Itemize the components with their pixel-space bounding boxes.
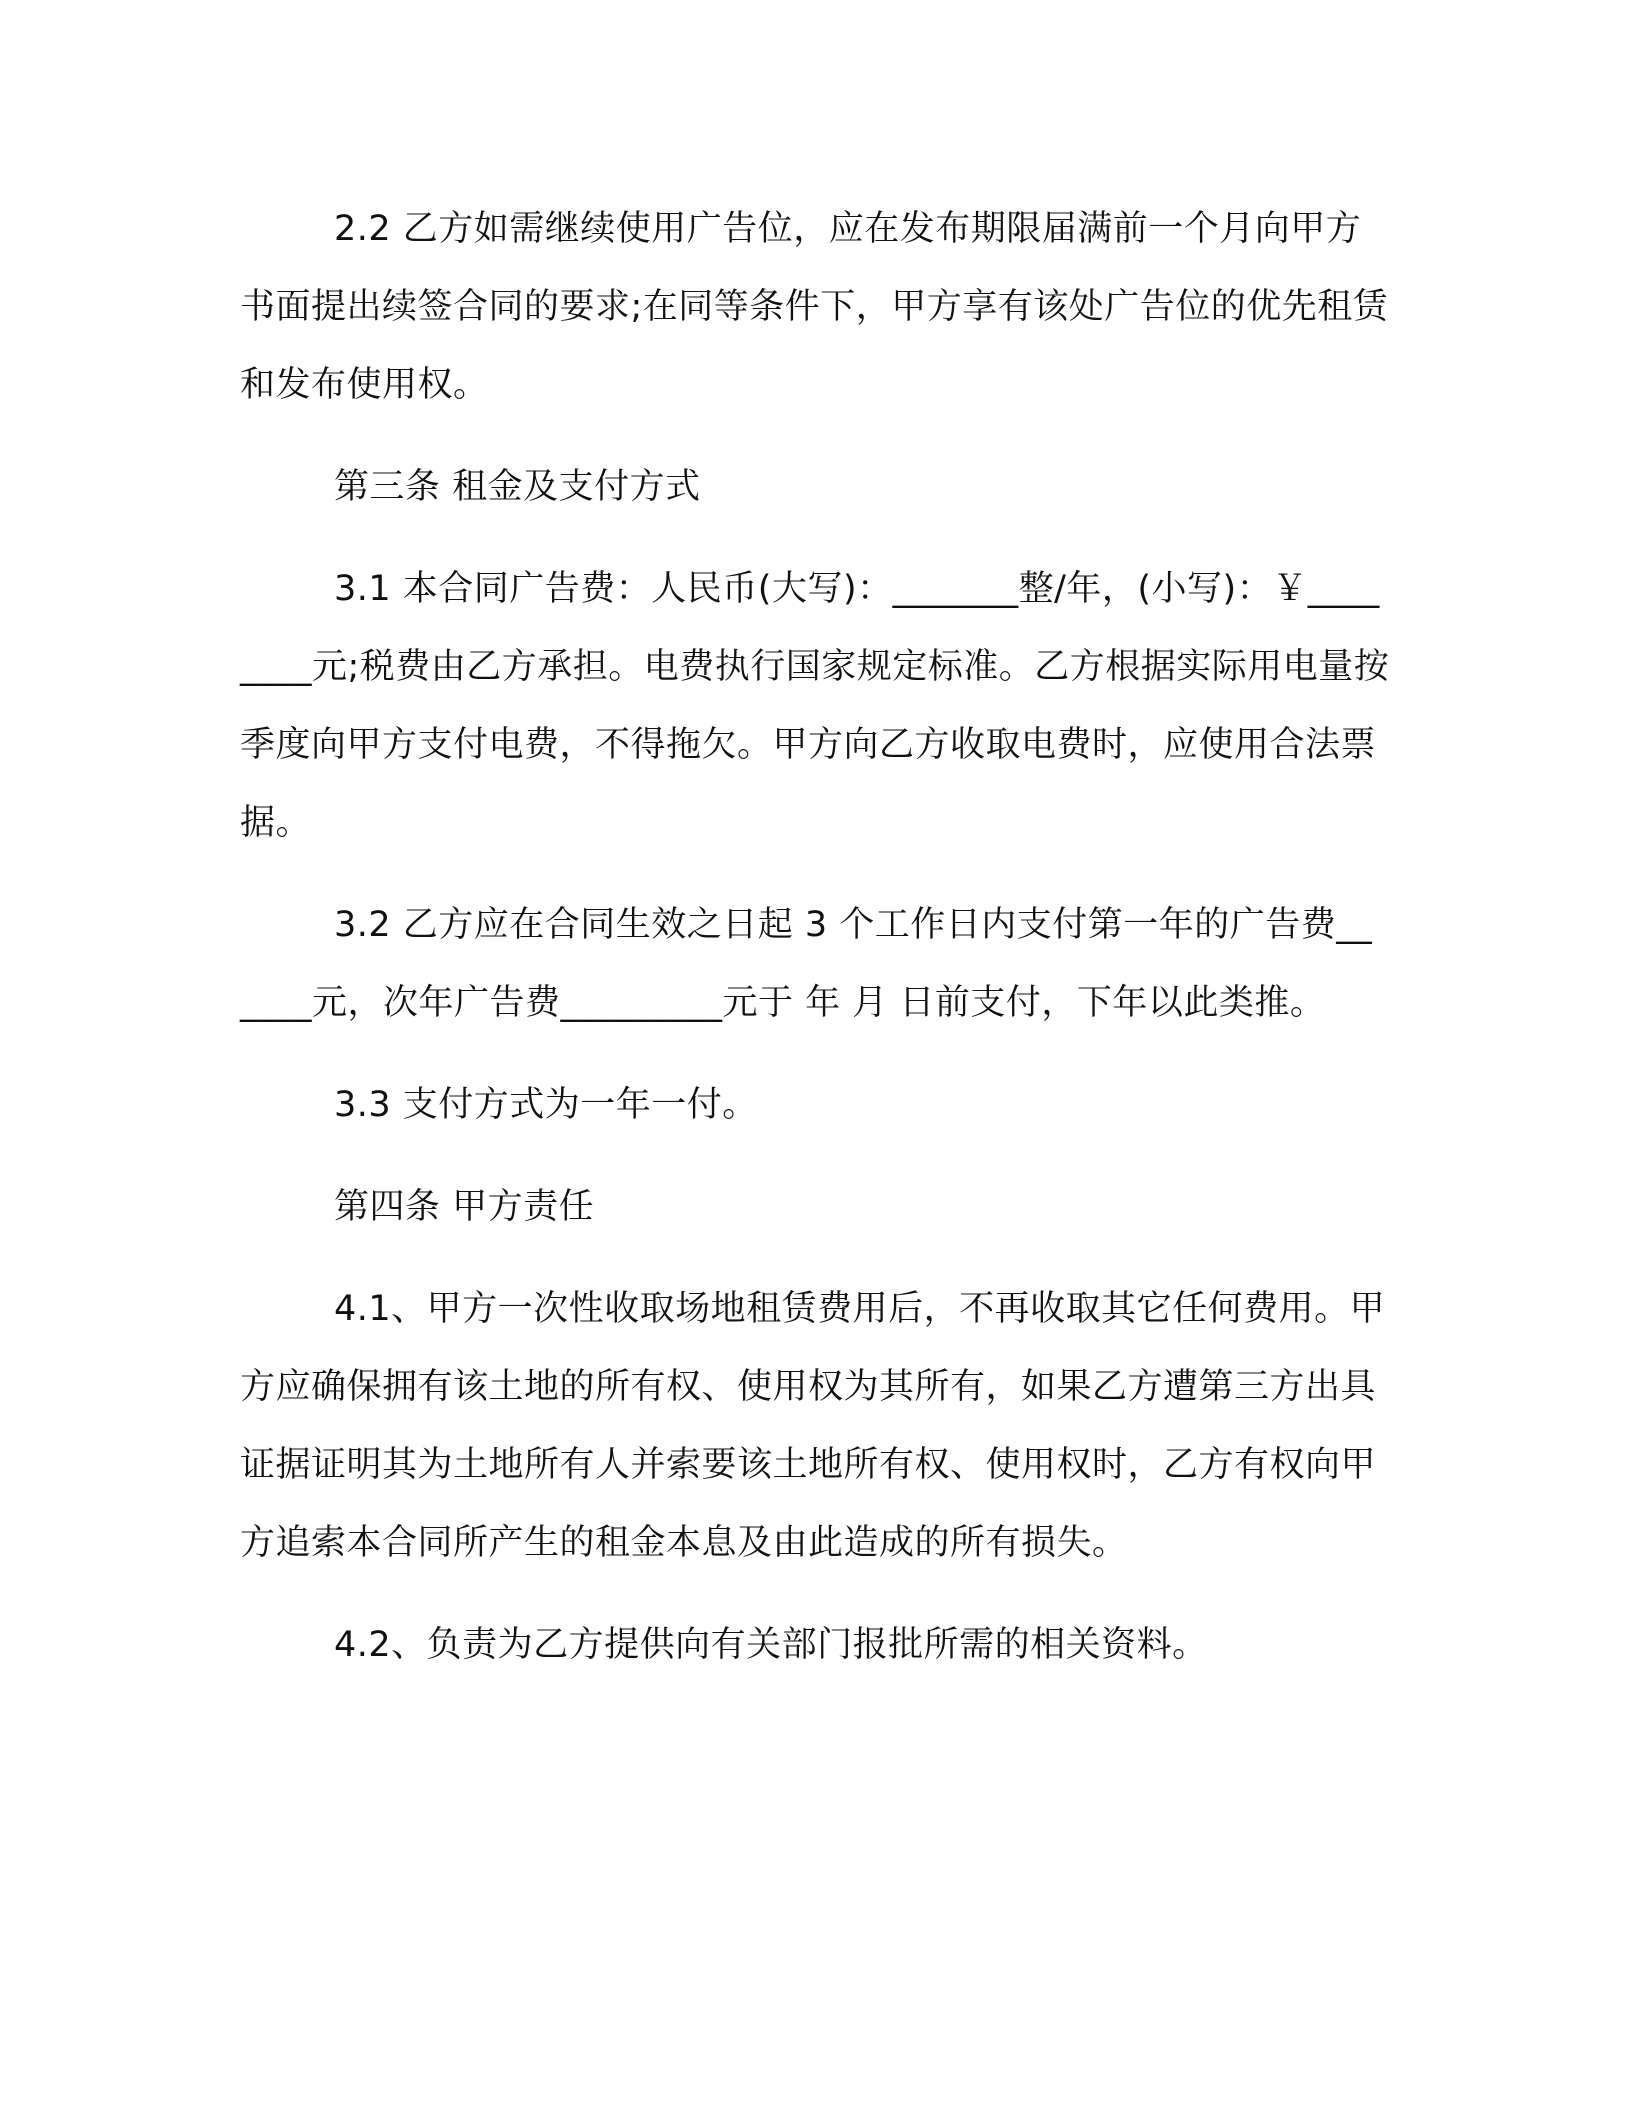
clause-4-1: 4.1、甲方一次性收取场地租赁费用后，不再收取其它任何费用。甲方应确保拥有该土地的所有权、使用权为其所有，如果乙方遭第三方出具证据证明其为土地所有人并索要该土地所有权、使用权时，乙方有权向甲方追索本合同所产生的租金本息及由此造成的所有损失。: [240, 1289, 1386, 1563]
article-3-heading: 第三条 租金及支付方式: [334, 467, 701, 507]
document-body: [240, 190, 1390, 1708]
clause-2-2: 2.2 乙方如需继续使用广告位，应在发布期限届满前一个月向甲方书面提出续签合同的要求;在同等条件下，甲方享有该处广告位的优先租赁和发布使用权。: [240, 209, 1389, 405]
clause-4-2: 4.2、负责为乙方提供向有关部门报批所需的相关资料。: [334, 1625, 1208, 1665]
clause-3-3: 3.3 支付方式为一年一付。: [334, 1085, 758, 1125]
clause-3-1: 3.1 本合同广告费：人民币(大写)：_______整/年，(小写)：￥________元;税费由乙方承担。电费执行国家规定标准。乙方根据实际用电量按季度向甲方支付电费，不得拖欠。甲方向乙方收取电费时，应使用合法票据。: [240, 569, 1390, 843]
clause-3-2: 3.2 乙方应在合同生效之日起 3 个工作日内支付第一年的广告费______元，次年广告费_________元于 年 月 日前支付，下年以此类推。: [240, 905, 1373, 1023]
article-4-heading: 第四条 甲方责任: [334, 1187, 595, 1227]
